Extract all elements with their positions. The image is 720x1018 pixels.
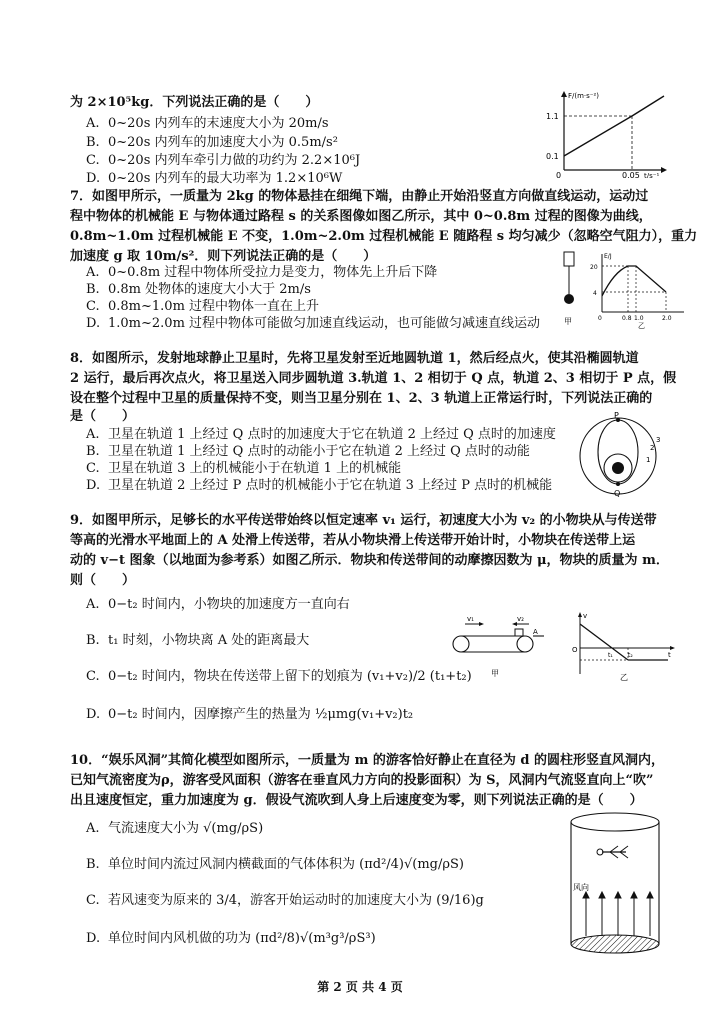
q7-graph-ylabel: E/J [604,253,612,260]
q6-option-b: B. 0~20s 内列车的加速度大小为 0.5m/s² [86,135,338,150]
q7-graph-x1: 0.8 [622,315,632,322]
q7-caption-2: 乙 [638,322,645,330]
q7-figure-hanging-mass [555,250,585,330]
q6-graph [540,88,670,178]
q7-stem-line-3: 0.8m~1.0m 过程机械能 E 不变，1.0m~2.0m 过程机械能 E 随路程 s 均匀减少（忽略空气阻力），重力 [70,229,698,244]
q7-graph-x0: 0 [598,315,602,322]
q7-graph-x3: 2.0 [662,315,672,322]
q9-stem-line-1: 9．如图甲所示，足够长的水平传送带始终以恒定速率 v₁ 运行，初速度大小为 v₂ 的小物块从与传送带 [70,513,657,528]
q7-stem-line-4: 加速度 g 取 10m/s²．则下列说法正确的是（ ） [70,249,377,264]
q9-conveyor-figure [445,612,545,682]
q9-label-v1: v₁ [467,615,474,623]
q10-wind-tunnel-figure [560,810,670,960]
q6-stem: 为 2×10⁵kg．下列说法正确的是（ ） [70,95,319,110]
q9-label-v2: v₂ [517,615,524,623]
q7-stem-line-1: 7．如图甲所示，一质量为 2kg 的物体悬挂在细绳下端，由静止开始沿竖直方向做直线运动，运动过 [70,189,649,204]
q7-option-d: D. 1.0m~2.0m 过程中物体可能做匀加速直线运动，也可能做匀减速直线运动 [86,316,541,331]
q8-orbit-figure [576,410,666,500]
q9-vt-graph [568,610,678,682]
q9-graph-t: t [668,651,671,659]
q8-option-c: C. 卫星在轨道 3 上的机械能小于在轨道 1 上的机械能 [86,461,402,476]
q8-stem-line-3: 设在整个过程中卫星的质量保持不变，则当卫星分别在 1、2、3 轨道上正常运行时，下列说法正确的 [70,391,653,406]
q9-graph-origin: O [572,646,578,654]
q6-option-a: A. 0~20s 内列车的末速度大小为 20m/s [86,116,329,131]
q8-label-2: 2 [650,444,655,452]
q7-energy-graph [588,250,688,330]
q8-stem-line-4: 是（ ） [70,409,136,424]
q8-label-p: P [614,411,619,420]
q6-graph-x0: 0 [556,171,562,178]
q9-stem-line-3: 动的 v−t 图象（以地面为参考系）如图乙所示．物块和传送带间的动摩擦因数为 μ，物块的质量为 m． [70,553,669,568]
q9-stem-line-4: 则（ ） [70,573,136,588]
q9-option-c: C. 0−t₂ 时间内，物块在传送带上留下的划痕为 (v₁+v₂)/2 (t₁+t₂) [86,669,472,684]
q8-stem-line-2: 2 运行，最后再次点火，将卫星送入同步圆轨道 3.轨道 1、2 相切于 Q 点，轨道 2、3 相切于 P 点，假 [70,371,677,386]
q9-caption-1: 甲 [491,669,499,678]
q6-graph-y1: 1.1 [546,112,559,121]
q8-option-b: B. 卫星在轨道 1 上经过 Q 点时的动能小于它在轨道 2 上经过 Q 点时的动能 [86,444,530,459]
q6-option-c: C. 0~20s 内列车牵引力做的功约为 2.2×10⁶J [86,153,361,168]
q7-option-c: C. 0.8m~1.0m 过程中物体一直在上升 [86,299,320,314]
q7-option-b: B. 0.8m 处物体的速度大小大于 2m/s [86,282,311,297]
q6-graph-x1: 0.05 [622,171,640,178]
q9-option-b: B. t₁ 时刻，小物块离 A 处的距离最大 [86,633,310,648]
q7-graph-x2: 1.0 [634,315,644,322]
q8-stem-line-1: 8．如图所示，发射地球静止卫星时，先将卫星发射至近地圆轨道 1，然后经点火，使其沿椭圆轨道 [70,351,639,366]
q10-stem-line-3: 出且速度恒定，重力加速度为 g．假设气流吹到人身上后速度变为零，则下列说法正确的是（ ） [70,793,643,808]
q9-label-a: A [533,628,538,636]
q6-graph-y2: 0.1 [546,152,559,161]
q8-option-d: D. 卫星在轨道 2 上经过 P 点时的机械能小于它在轨道 3 上经过 P 点时的机械能 [86,478,553,493]
q7-graph-y2: 4 [593,290,597,297]
q10-stem-line-2: 已知气流密度为ρ，游客受风面积（游客在垂直风力方向的投影面积）为 S，风洞内气流竖直向上“吹” [70,773,654,788]
q8-label-q: Q [614,489,621,498]
q8-option-a: A. 卫星在轨道 1 上经过 Q 点时的加速度大于它在轨道 2 上经过 Q 点时的加速度 [86,427,556,442]
q6-graph-ylabel: F/(m·s⁻²) [568,92,600,100]
q7-caption-1: 甲 [564,317,572,326]
q10-option-c: C. 若风速变为原来的 3/4，游客开始运动时的加速度大小为 (9/16)g [86,893,484,908]
q7-option-a: A. 0~0.8m 过程中物体所受拉力是变力，物体先上升后下降 [86,265,438,280]
q9-graph-t2: t₂ [628,652,633,659]
q9-graph-v: v [583,612,588,620]
q10-option-b: B. 单位时间内流过风洞内横截面的气体体积为 (πd²/4)√(mg/ρS) [86,857,465,872]
q10-label-wind: 风向 [573,883,589,892]
page-footer: 第 2 页 共 4 页 [317,980,403,994]
q10-option-a: A. 气流速度大小为 √(mg/ρS) [86,821,264,836]
q10-option-d: D. 单位时间内风机做的功为 (πd²/8)√(m³g³/ρS³) [86,931,376,946]
q9-option-d: D. 0−t₂ 时间内，因摩擦产生的热量为 ½μmg(v₁+v₂)t₂ [86,707,414,722]
q8-label-3: 3 [656,436,661,444]
q9-graph-t1: t₁ [608,652,613,659]
q9-stem-line-2: 等高的光滑水平地面上的 A 处滑上传送带，若从小物块滑上传送带开始计时，小物块在传送带上运 [70,533,636,548]
q9-caption-2: 乙 [620,673,628,682]
q6-option-d: D. 0~20s 内列车的最大功率为 1.2×10⁶W [86,171,343,186]
q10-stem-line-1: 10．“娱乐风洞”其简化模型如图所示，一质量为 m 的游客恰好静止在直径为 d 的圆柱形竖直风洞内， [70,753,664,768]
q7-stem-line-2: 程中物体的机械能 E 与物体通过路程 s 的关系图像如图乙所示，其中 0~0.8m 过程的图像为曲线， [70,209,652,224]
q8-label-1: 1 [646,456,651,464]
q6-graph-xlabel: t/s⁻¹ [644,172,660,178]
q9-option-a: A. 0−t₂ 时间内，小物块的加速度方一直向右 [86,597,350,612]
q7-graph-y1: 20 [590,264,598,271]
